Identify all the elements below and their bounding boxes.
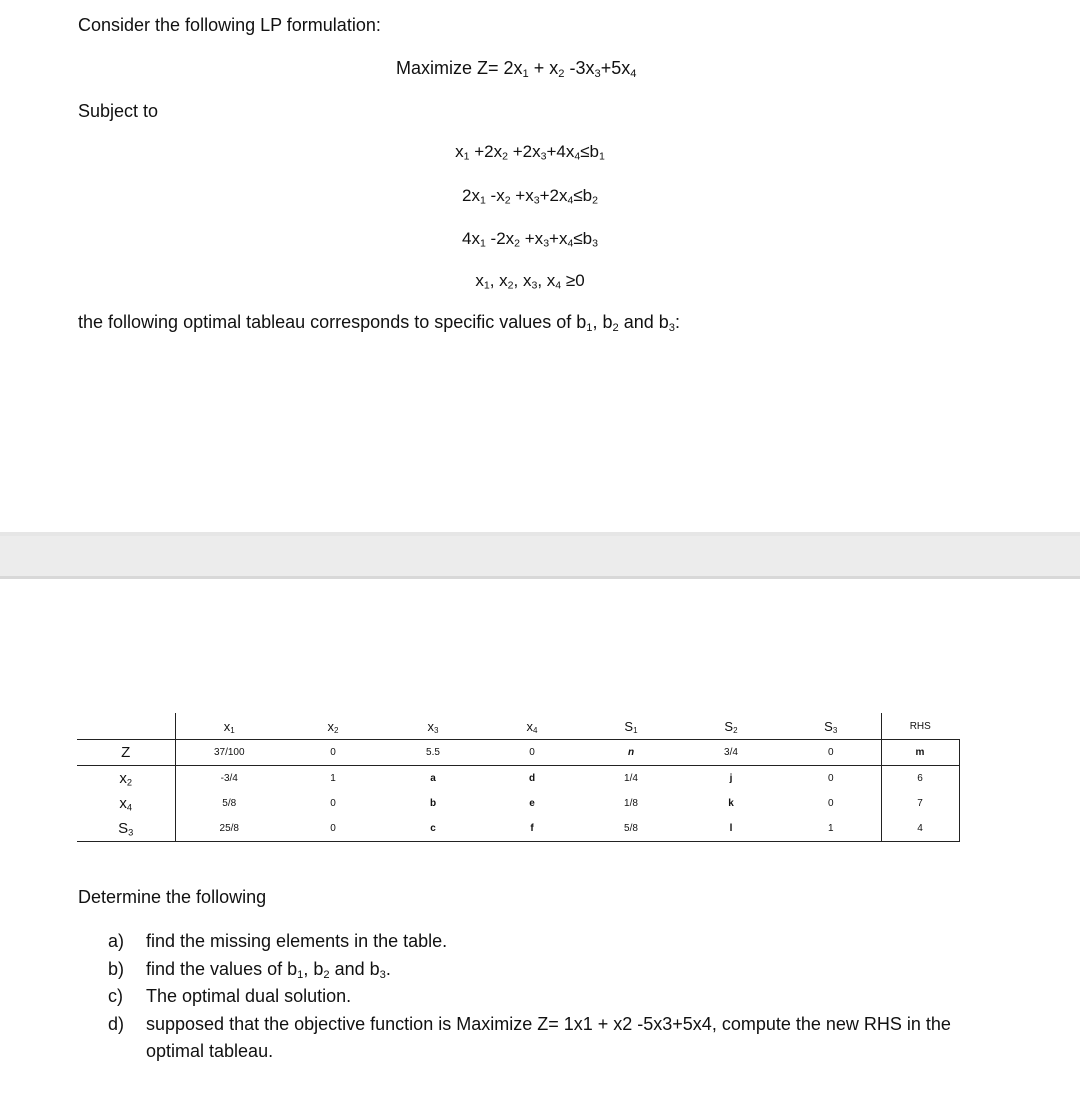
- table-cell: d: [528, 773, 536, 784]
- list-item: [108, 928, 966, 956]
- nonnegativity-constraint: $x_1$, $x_2$, $x_3$, $x_4 \ge 0$: [475, 271, 585, 292]
- table-cell: f: [483, 816, 581, 842]
- question-list: [108, 928, 966, 1066]
- row-label: $x_4$: [77, 791, 175, 816]
- table-cell: 25/8: [175, 816, 283, 842]
- header-x2: $x_2$: [327, 718, 339, 735]
- table-row: [77, 740, 959, 766]
- table-cell: b: [429, 798, 437, 809]
- table-cell: e: [529, 798, 535, 809]
- table-cell: m: [881, 740, 959, 766]
- table-cell: c: [383, 816, 483, 842]
- question-text: find the values of $b_1$, $b_2$ and $b_3$.: [146, 958, 391, 981]
- table-cell: 1: [781, 816, 881, 842]
- tableau-header-row: [77, 713, 959, 740]
- constraint-1: $x_1 +2x_2 +2x_3+4x_4\le b_1$: [455, 142, 605, 163]
- table-cell: j: [729, 773, 733, 784]
- header-x3: $x_3$: [427, 718, 439, 735]
- row-label: Z: [77, 740, 175, 766]
- tableau-corner: [77, 713, 175, 740]
- list-marker: d): [108, 1013, 125, 1034]
- subject-to-label: Subject to: [78, 101, 159, 121]
- table-cell: 7: [881, 791, 959, 816]
- table-row: [77, 766, 959, 792]
- list-marker: a): [108, 931, 125, 951]
- header-s3: $S_3$: [781, 713, 881, 740]
- intro-text: Consider the following LP formulation:: [78, 15, 381, 35]
- table-cell: 0: [283, 816, 383, 842]
- table-cell: 0: [781, 766, 881, 792]
- list-item: [108, 1011, 966, 1066]
- header-rhs: RHS: [909, 720, 931, 732]
- table-cell: 3/4: [681, 740, 781, 766]
- table-cell: 0: [283, 740, 383, 766]
- table-cell: 0: [330, 798, 336, 809]
- table-cell: n: [581, 740, 681, 766]
- page-divider-bottom: [0, 576, 1080, 579]
- header-s1: $S_1$: [624, 718, 638, 735]
- tableau-intro: the following optimal tableau corresponds to specific values of $b_1$, $b_2$ and $b_3$:: [78, 312, 681, 334]
- table-cell: l: [681, 816, 781, 842]
- question-text: supposed that the objective function is Maximize Z= 1x1 + x2 -5x3+5x4, compute the new RHS in the optimal tableau.: [146, 1013, 951, 1061]
- header-x4: $x_4$: [526, 718, 538, 735]
- table-cell: 1: [330, 773, 336, 784]
- question-text: find the missing elements in the table.: [146, 931, 448, 951]
- determine-heading: Determine the following: [78, 887, 267, 907]
- constraint-3: $4x_1$ $-2x_2 +x_3+x_4\le b_3$: [462, 229, 598, 250]
- table-cell: 5/8: [581, 816, 681, 842]
- table-cell: k: [728, 798, 734, 809]
- list-item: [108, 983, 966, 1011]
- constraint-2: $2x_1$ $-x_2 +x_3+2x_4\le b_2$: [462, 186, 598, 207]
- list-item: [108, 956, 966, 984]
- table-cell: 4: [881, 816, 959, 842]
- table-row: [77, 791, 959, 816]
- page-divider: [0, 536, 1080, 576]
- table-cell: -3/4: [220, 773, 238, 784]
- objective-function: Maximize $Z= 2x_1 + x_2$ $-3x_3+5x_4$: [396, 58, 637, 80]
- header-x1: $x_1$: [223, 718, 235, 735]
- list-marker: c): [108, 986, 123, 1006]
- row-label: $S_3$: [77, 816, 175, 842]
- row-label: $x_2$: [77, 766, 175, 792]
- list-marker: b): [108, 958, 125, 979]
- table-cell: 37/100: [175, 740, 283, 766]
- table-cell: 0: [781, 791, 881, 816]
- optimal-tableau: [77, 713, 960, 842]
- table-cell: 5/8: [222, 798, 237, 809]
- header-s2: $S_2$: [724, 718, 738, 735]
- table-cell: a: [430, 773, 436, 784]
- table-cell: 1/4: [624, 773, 638, 784]
- table-cell: 0: [483, 740, 581, 766]
- table-cell: 1/8: [624, 798, 638, 809]
- question-text: The optimal dual solution.: [146, 986, 352, 1006]
- table-row: [77, 816, 959, 842]
- table-cell: 6: [881, 766, 959, 792]
- table-cell: 0: [781, 740, 881, 766]
- table-cell: 5.5: [383, 740, 483, 766]
